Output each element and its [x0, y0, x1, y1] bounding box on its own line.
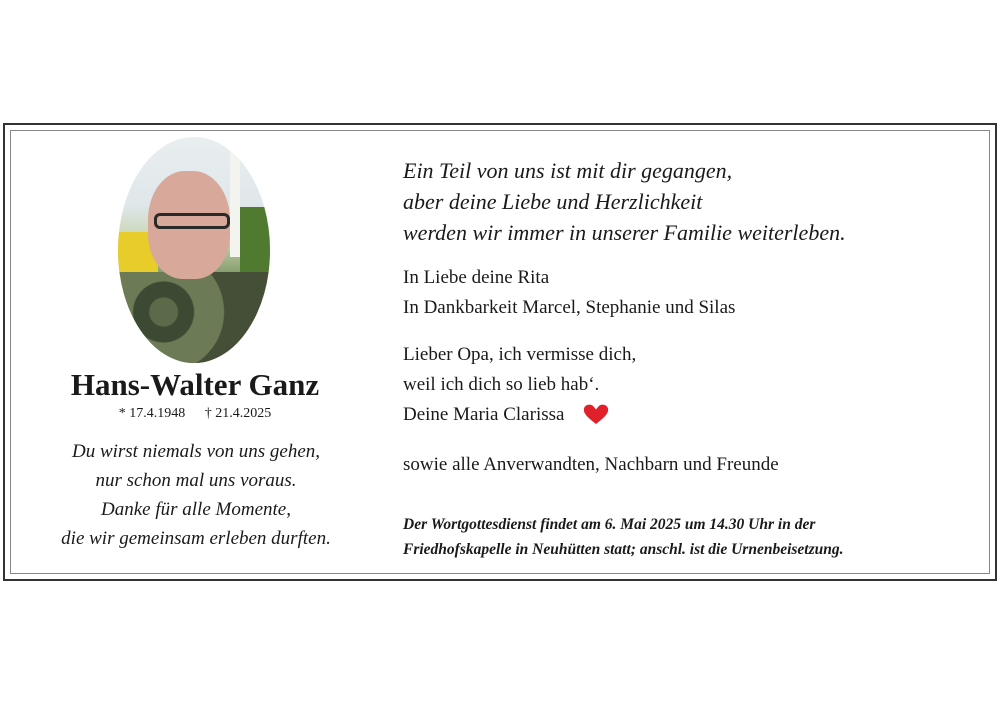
death-date: † 21.4.2025: [204, 406, 272, 421]
grandchild-line: weil ich dich so lieb hab‘.: [403, 374, 600, 395]
service-notice-line: Friedhofskapelle in Neuhütten statt; anschl. ist die Urnenbeisetzung.: [403, 541, 844, 558]
photo-shirt: [118, 272, 270, 363]
grandchild-line: Lieber Opa, ich vermisse dich,: [403, 344, 637, 365]
left-verse-line: Du wirst niemals von uns gehen,: [71, 441, 321, 462]
left-verse-line: nur schon mal uns voraus.: [95, 470, 297, 491]
family-line: In Dankbarkeit Marcel, Stephanie und Silas: [403, 297, 736, 318]
grandchild-message: [403, 340, 636, 435]
birth-date: * 17.4.1948: [118, 406, 186, 421]
service-notice-line: Der Wortgottesdienst findet am 6. Mai 2025 um 14.30 Uhr in der: [403, 516, 816, 533]
right-verse-line: aber deine Liebe und Herzlichkeit: [403, 189, 703, 214]
left-verse-line: die wir gemeinsam erleben durften.: [61, 528, 331, 549]
family-line: In Liebe deine Rita: [403, 267, 550, 288]
grandchild-signature-row: [403, 400, 636, 435]
photo-glasses: [154, 213, 230, 229]
left-verse-line: Danke für alle Momente,: [101, 499, 291, 520]
right-verse-line: Ein Teil von uns ist mit dir gegangen,: [403, 158, 733, 183]
obituary-card: [3, 123, 997, 581]
right-verse: [403, 155, 846, 248]
deceased-name: Hans-Walter Ganz: [70, 367, 320, 402]
grandchild-signature: Deine Maria Clarissa: [403, 404, 565, 425]
relatives-line: sowie alle Anverwandten, Nachbarn und Freunde: [403, 454, 779, 475]
photo-background-pole: [230, 137, 240, 257]
right-verse-line: werden wir immer in unserer Familie weiterleben.: [403, 220, 846, 245]
left-verse: [15, 437, 377, 553]
family-signature: [403, 263, 735, 323]
heart-icon: [583, 403, 609, 435]
service-notice: [403, 512, 844, 562]
life-dates: [35, 406, 355, 422]
portrait-photo: [118, 137, 270, 363]
